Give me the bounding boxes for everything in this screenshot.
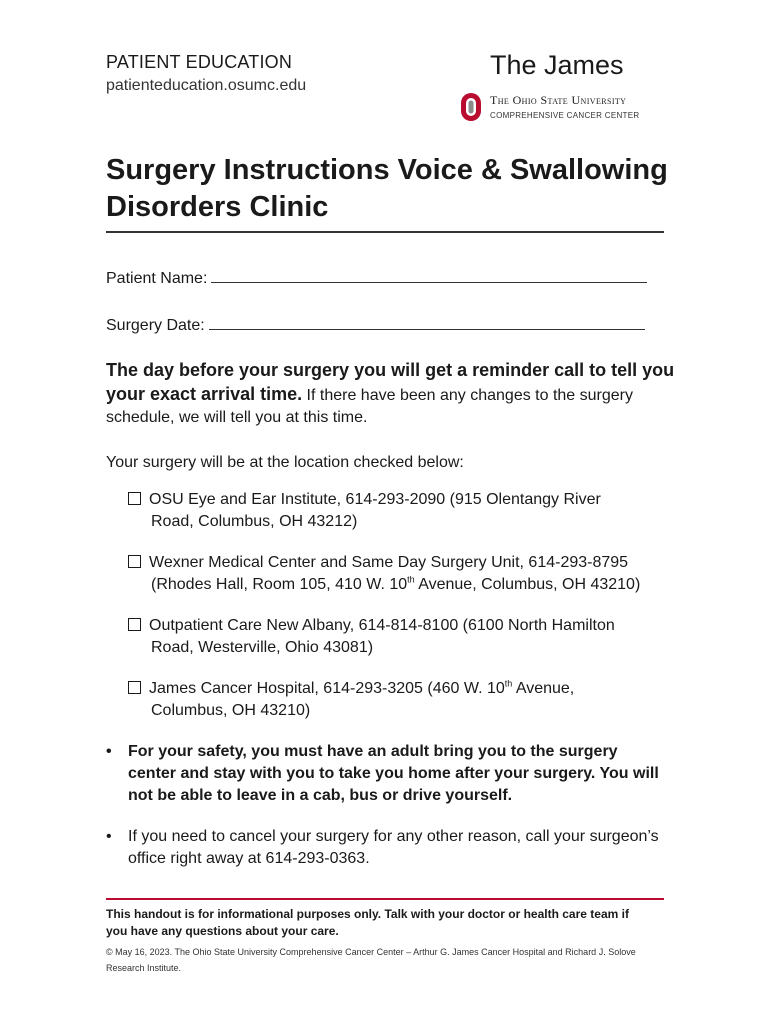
patient-name-label: Patient Name: — [106, 270, 208, 287]
location-text: James Cancer Hospital, 614-293-3205 (460 W. 10th Avenue, — [149, 678, 575, 697]
patient-education-header — [106, 52, 306, 95]
title-divider — [106, 231, 664, 233]
location-text: Road, Columbus, OH 43212) — [151, 513, 358, 530]
logo-university: The Ohio State University — [490, 93, 627, 107]
bullet-item — [106, 826, 666, 870]
patient-name-blank[interactable] — [211, 268, 647, 283]
surgery-date-label: Surgery Date: — [106, 317, 205, 334]
location-text: Columbus, OH 43210) — [151, 702, 311, 719]
bullet-text: For your safety, you must have an adult bring you to the surgery center and stay with you to take you home after your surgery. You will not be able to leave in a cab, bus or drive yourself. — [128, 743, 659, 804]
location-text: Outpatient Care New Albany, 614-814-8100 (6100 North Hamilton — [149, 617, 615, 634]
reminder-normal-text: If there have been any changes to the surgery schedule, we will tell you at this time. — [106, 387, 633, 426]
logo-center: COMPREHENSIVE CANCER CENTER — [490, 111, 640, 120]
website-url[interactable]: patienteducation.osumc.edu — [106, 77, 307, 94]
footer-disclaimer: This handout is for informational purposes only. Talk with your doctor or health care team if you have any questions about your care. — [106, 907, 629, 938]
checkbox-icon[interactable] — [128, 681, 141, 694]
logo-name: The James — [490, 50, 624, 80]
location-option[interactable] — [128, 615, 673, 659]
footer-copyright: © May 16, 2023. The Ohio State University Comprehensive Cancer Center – Arthur G. James Cancer Hospital and Richard J. Solove Research Institute. — [106, 947, 636, 973]
location-option[interactable] — [128, 489, 673, 533]
reminder-bold-text: The day before your surgery you will get a reminder call to tell you your exact arrival time. — [106, 360, 675, 404]
bullet-text: If you need to cancel your surgery for any other reason, call your surgeon’s office right away at 614-293-0363. — [128, 828, 659, 867]
checkbox-icon[interactable] — [128, 555, 141, 568]
patient-name-field — [106, 268, 647, 288]
checkbox-icon[interactable] — [128, 492, 141, 505]
bullet-item — [106, 741, 666, 807]
section-label: PATIENT EDUCATION — [106, 52, 293, 72]
location-text: Road, Westerville, Ohio 43081) — [151, 639, 374, 656]
surgery-date-field — [106, 315, 645, 335]
location-text: Wexner Medical Center and Same Day Surgery Unit, 614-293-8795 — [149, 554, 629, 571]
page-title: Surgery Instructions Voice & Swallowing Disorders Clinic — [106, 154, 668, 223]
location-text: (Rhodes Hall, Room 105, 410 W. 10th Avenue, Columbus, OH 43210) — [151, 574, 641, 593]
reminder-paragraph — [106, 359, 676, 429]
location-option[interactable] — [128, 678, 673, 722]
block-o-icon — [460, 92, 482, 122]
location-option[interactable] — [128, 552, 673, 596]
bullet-dot-icon: • — [106, 743, 112, 760]
surgery-date-blank[interactable] — [209, 315, 645, 330]
checkbox-icon[interactable] — [128, 618, 141, 631]
locations-heading: Your surgery will be at the location checked below: — [106, 454, 464, 471]
location-text: OSU Eye and Ear Institute, 614-293-2090 (915 Olentangy River — [149, 491, 601, 508]
bullet-dot-icon: • — [106, 828, 112, 845]
footer-divider — [106, 898, 664, 900]
